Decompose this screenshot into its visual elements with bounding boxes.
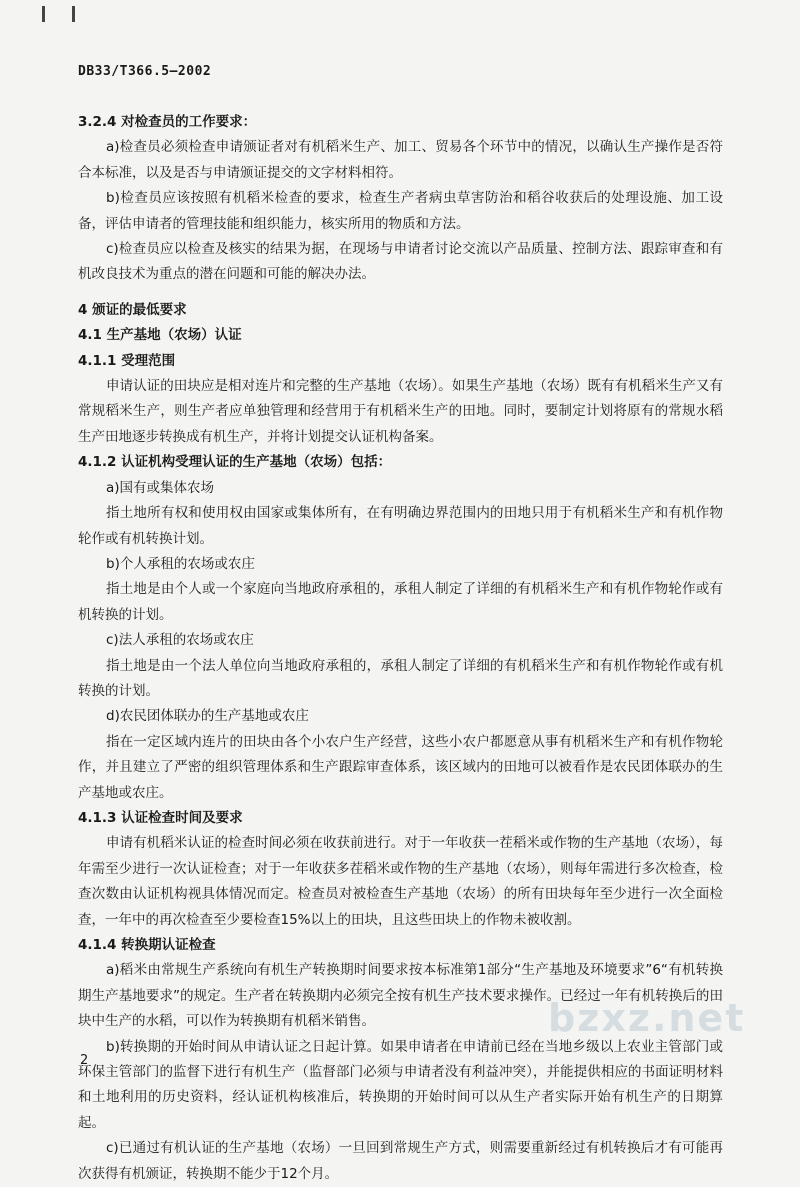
paragraph: a)国有或集体农场 xyxy=(106,479,215,496)
paragraph: 申请认证的田块应是相对连片和完整的生产基地（农场）。如果生产基地（农场）既有有机稻米生产又有常规稻米生产，则生产者应单独管理和经营用于有机稻米生产的田地。同时，要制定计划将原有的常规水稻生产田地逐步转换成有机生产，并将计划提交认证机构备案。 xyxy=(78,378,723,445)
subsection-heading: 3.2.4 对检查员的工作要求： xyxy=(78,114,257,130)
watermark: bzxz.net xyxy=(548,996,746,1040)
section-heading: 4 颁证的最低要求 xyxy=(78,301,187,318)
subsection-heading: 4.1.2 认证机构受理认证的生产基地（农场）包括： xyxy=(78,454,392,471)
paragraph: b)检查员应该按照有机稻米检查的要求，检查生产者病虫草害防治和稻谷收获后的处理设施、加工设备，评估申请者的管理技能和组织能力，核实所用的物质和方法。 xyxy=(78,190,723,232)
subsection-heading: 4.1.4 转换期认证检查 xyxy=(78,937,216,953)
standard-code: DB33/T366.5—2002 xyxy=(78,64,212,79)
paragraph: 申请有机稻米认证的检查时间必须在收获前进行。对于一年收获一茬稻米或作物的生产基地（农场），每年需至少进行一次认证检查；对于一年收获多茬稻米或作物的生产基地（农场），则每年需进行多次检查，检查次数由认证机构视具体情况而定。检查员对被检查生产基地（农场）的所有田块每年至少进行一次全面检查，一年中的再次检查至少要检查15%以上的田块，且这些田块上的作物未被收割。 xyxy=(78,835,723,928)
paragraph: a)检查员必须检查申请颁证者对有机稻米生产、加工、贸易各个环节中的情况，以确认生产操作是否符合本标准，以及是否与申请颁证提交的文字材料相符。 xyxy=(78,139,723,181)
paragraph: 指土地所有权和使用权由国家或集体所有，在有明确边界范围内的田地只用于有机稻米生产和有机作物轮作或有机转换计划。 xyxy=(78,505,723,547)
scan-artifact xyxy=(72,6,75,22)
subsection-heading: 4.1.1 受理范围 xyxy=(78,352,176,369)
paragraph: c)已通过有机认证的生产基地（农场）一旦回到常规生产方式，则需要重新经过有机转换后才有可能再次获得有机颁证，转换期不能少于12个月。 xyxy=(78,1140,723,1182)
paragraph: a)稻米由常规生产系统向有机生产转换期时间要求按本标准第1部分“生产基地及环境要求”6“有机转换期生产基地要求”的规定。生产者在转换期内必须完全按有机生产技术要求操作。已经过一年有机转换后的田块中生产的水稻，可以作为转换期有机稻米销售。 xyxy=(78,962,723,1030)
paragraph: c)法人承租的农场或农庄 xyxy=(106,632,254,649)
paragraph: b)转换期的开始时间从申请认证之日起计算。如果申请者在申请前已经在当地乡级以上农业主管部门或环保主管部门的监督下进行有机生产（监督部门必须与申请者没有利益冲突），并能提供相应的书面证明材料和土地利用的历史资料，经认证机构核准后，转换期的开始时间可以从生产者实际开始有机生产的日期算起。 xyxy=(78,1038,723,1131)
paragraph: b)个人承租的农场或农庄 xyxy=(106,555,255,572)
paragraph: 指土地是由一个法人单位向当地政府承租的，承租人制定了详细的有机稻米生产和有机作物轮作或有机转换的计划。 xyxy=(78,657,723,699)
paragraph: c)检查员应以检查及核实的结果为据，在现场与申请者讨论交流以产品质量、控制方法、跟踪审查和有机改良技术为重点的潜在问题和可能的解决办法。 xyxy=(78,241,723,283)
page-number: 2 xyxy=(80,1053,89,1068)
subsection-heading: 4.1 生产基地（农场）认证 xyxy=(78,327,242,344)
spacer xyxy=(78,288,723,298)
paragraph: d)农民团体联办的生产基地或农庄 xyxy=(106,708,309,725)
scan-artifact xyxy=(42,6,45,22)
paragraph: 指在一定区域内连片的田块由各个小农户生产经营，这些小农户都愿意从事有机稻米生产和有机作物轮作，并且建立了严密的组织管理体系和生产跟踪审查体系，该区域内的田地可以被看作是农民团体联办的生产基地或农庄。 xyxy=(78,733,723,801)
paragraph: 指土地是由个人或一个家庭向当地政府承租的，承租人制定了详细的有机稻米生产和有机作物轮作或有机转换的计划。 xyxy=(78,581,723,623)
subsection-heading: 4.1.3 认证检查时间及要求 xyxy=(78,809,243,826)
